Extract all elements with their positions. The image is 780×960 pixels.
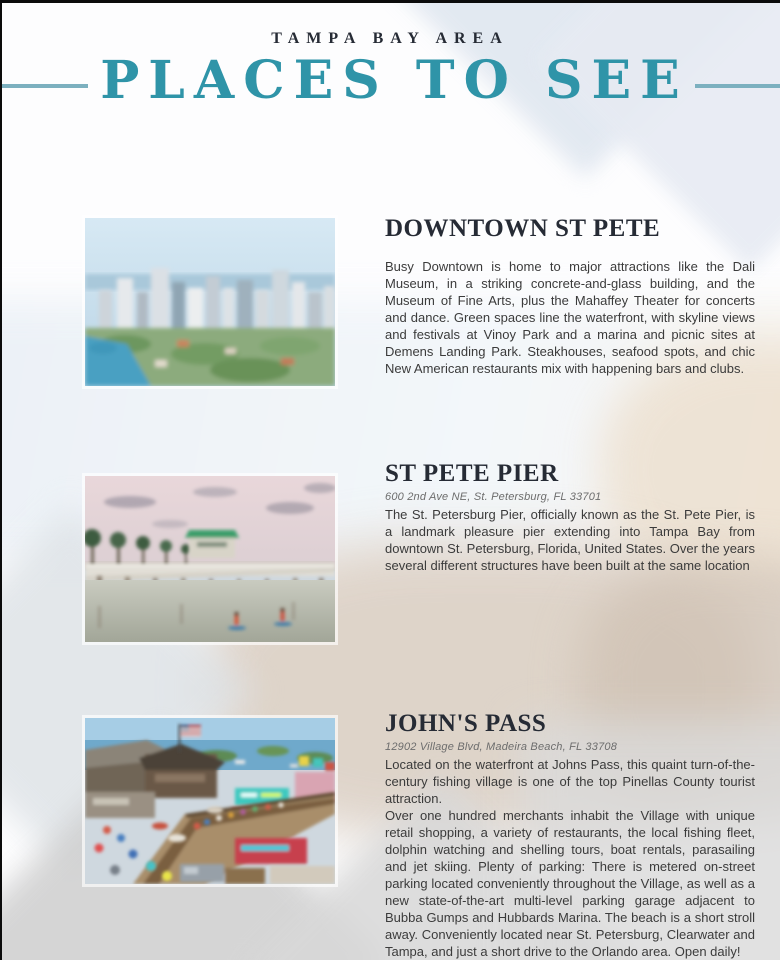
section-address: 12902 Village Blvd, Madeira Beach, FL 33708 [385, 741, 618, 753]
title-rule-left [0, 84, 88, 88]
page-left-border [0, 0, 2, 960]
section-body [385, 258, 755, 377]
st-pete-pier-photo [85, 476, 335, 642]
page-title: PLACES TO SEE [100, 50, 689, 111]
section-body [385, 506, 755, 574]
section-body [385, 756, 755, 960]
section-paragraph: Over one hundred merchants inhabit the Village with unique retail shopping, a variety of restaurants, the local fishing fleet, dolphin watching and shelling tours, boat rentals, parasailing and jet skiing. Plenty of parking: There is metered on-street parking located conveniently throughout the Village, as well as a new state-of-the-art multi-level parking garage adjacent to Bubba Gumps and Hubbards Marina. The beach is a short stroll away. Conveniently located near St. Petersburg, Clearwater and Tampa, and just a short drive to the Orlando area. Open daily! [385, 808, 755, 959]
section-paragraph: Located on the waterfront at Johns Pass, this quaint turn-of-the-century fishing village is one of the top Pinellas County tourist attraction. [385, 757, 755, 806]
page-top-border [0, 0, 780, 3]
kicker-text: TAMPA BAY AREA [271, 30, 509, 47]
section-content [385, 215, 755, 386]
st-pete-pier-illustration [85, 476, 335, 642]
section-heading: ST PETE PIER [385, 460, 559, 487]
downtown-st-pete-photo [85, 218, 335, 386]
johns-pass-boardwalk-illustration [85, 718, 335, 884]
section-johns-pass [85, 710, 755, 960]
section-content [385, 460, 755, 642]
section-address: 600 2nd Ave NE, St. Petersburg, FL 33701 [385, 491, 602, 503]
section-heading: DOWNTOWN ST PETE [385, 215, 661, 242]
section-st-pete-pier [85, 460, 755, 642]
title-rule-right [695, 84, 780, 88]
section-downtown-st-pete [85, 215, 755, 386]
downtown-st-pete-aerial-illustration [85, 218, 335, 386]
section-content [385, 710, 755, 960]
johns-pass-photo [85, 718, 335, 884]
section-paragraph: The St. Petersburg Pier, officially known as the St. Pete Pier, is a landmark pleasure pier extending into Tampa Bay from downtown St. Petersburg, Florida, United States. Over the years several different structures have been built at the same location [385, 507, 755, 573]
section-paragraph: Busy Downtown is home to major attractions like the Dali Museum, in a striking concrete-and-glass building, and the Museum of Fine Arts, plus the Mahaffey Theater for concerts and dance. Green spaces line the waterfront, with skyline views and festivals at Vinoy Park and a marina and picnic sites at Demens Landing Park. Steakhouses, seafood spots, and chic New American restaurants mix with happening bars and clubs. [385, 259, 755, 376]
section-heading: JOHN'S PASS [385, 710, 547, 737]
